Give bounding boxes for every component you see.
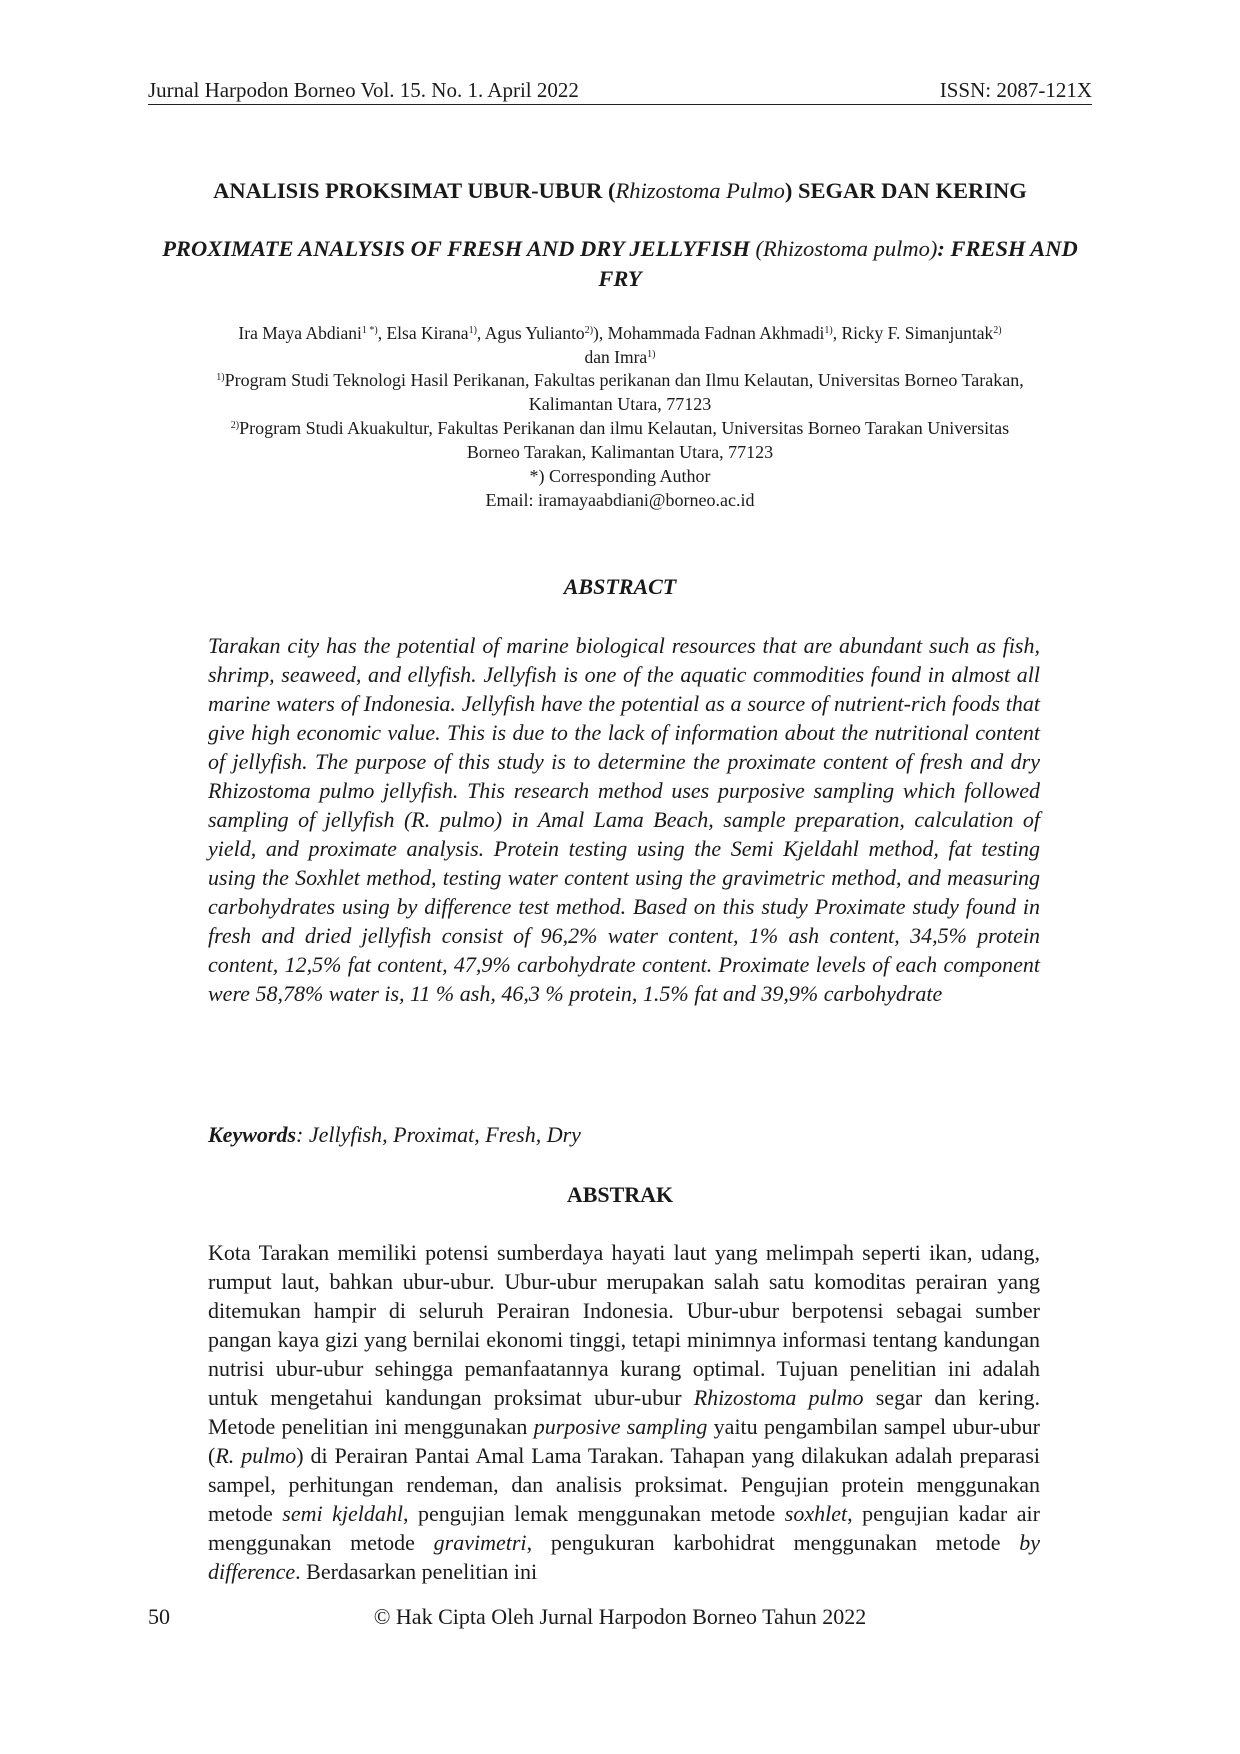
keywords-label: Keywords: [208, 1122, 296, 1147]
affiliation-1: $^{1)}$Program Studi Teknologi Hasil Perikanan, Fakultas perikanan dan Ilmu Kelautan, Universitas Borneo Tarakan, Kalimantan Utara, 77123: [216, 370, 1024, 414]
paper-title: ANALISIS PROKSIMAT UBUR-UBUR (Rhizostoma Pulmo) SEGAR DAN KERING: [213, 178, 1027, 203]
author-email: Email: iramayaabdiani@borneo.ac.id: [485, 490, 755, 510]
running-header: [148, 76, 1092, 105]
page-number: 50: [148, 1604, 170, 1629]
abstract-text: Tarakan city has the potential of marine biological resources that are abundant such as fish, shrimp, seaweed, and ellyfish. Jellyfish is one of the aquatic commodities found in almost all marine waters of Indonesia. Jellyfish have the potential as a source of nutrient-rich foods that give high economic value. This is due to the lack of information about the nutritional content of jellyfish. The purpose of this study is to determine the proximate content of fresh and dry Rhizostoma pulmo jellyfish. This research method uses purposive sampling which followed sampling of jellyfish (R. pulmo) in Amal Lama Beach, sample preparation, calculation of yield, and proximate analysis. Protein testing using the Semi Kjeldahl method, fat testing using the Soxhlet method, testing water content using the gravimetric method, and measuring carbohydrates using by difference test method. Based on this study Proximate study found in fresh and dried jellyfish consist of 96,2% water content, 1% ash content, 34,5% protein content, 12,5% fat content, 47,9% carbohydrate content. Proximate levels of each component were 58,78% water is, 11 % ash, 46,3 % protein, 1.5% fat and 39,9% carbohydrate: [208, 633, 1040, 1006]
issn: ISSN: 2087-121X: [939, 78, 1092, 102]
abstrak-heading: ABSTRAK: [566, 1182, 674, 1207]
copyright-notice: © Hak Cipta Oleh Jurnal Harpodon Borneo Tahun 2022: [373, 1604, 867, 1629]
paper-subtitle: PROXIMATE ANALYSIS OF FRESH AND DRY JELLYFISH (Rhizostoma pulmo): FRESH AND FRY: [162, 236, 1078, 291]
author-list: Ira Maya Abdiani$^{1 *)}$, Elsa Kirana$^{1)}$, Agus Yulianto$^{2)}$), Mohammada Fadnan Akhmadi$^{1)}$, Ricky F. Simanjuntak$^{2)}$ dan Imra$^{1)}$: [238, 323, 1002, 367]
journal-info: Jurnal Harpodon Borneo Vol. 15. No. 1. April 2022: [148, 78, 579, 102]
page-footer: [148, 1604, 1092, 1634]
abstract-heading: ABSTRACT: [563, 574, 677, 599]
corresponding-author: *) Corresponding Author: [529, 466, 711, 486]
subtitle-species: (Rhizostoma pulmo): [755, 236, 938, 261]
abstrak-text: Kota Tarakan memiliki potensi sumberdaya hayati laut yang melimpah seperti ikan, udang, rumput laut, bahkan ubur-ubur. Ubur-ubur merupakan salah satu komoditas perairan yang ditemukan hampir di seluruh Perairan Indonesia. Ubur-ubur berpotensi sebagai sumber pangan kaya gizi yang bernilai ekonomi tinggi, tetapi minimnya informasi tentang kandungan nutrisi ubur-ubur sehingga pemanfaatannya kurang optimal. Tujuan penelitian ini adalah untuk mengetahui kandungan proksimat ubur-ubur Rhizostoma pulmo segar dan kering. Metode penelitian ini menggunakan purposive sampling yaitu pengambilan sampel ubur-ubur (R. pulmo) di Perairan Pantai Amal Lama Tarakan. Tahapan yang dilakukan adalah preparasi sampel, perhitungan rendeman, dan analisis proksimat. Pengujian protein menggunakan metode semi kjeldahl, pengujian lemak menggunakan metode soxhlet, pengujian kadar air menggunakan metode gravimetri, pengukuran karbohidrat menggunakan metode by difference. Berdasarkan penelitian ini: [208, 1240, 1040, 1584]
title-species: Rhizostoma Pulmo: [615, 178, 785, 203]
keywords: Keywords: Jellyfish, Proximat, Fresh, Dry: [208, 1122, 581, 1147]
affiliation-2: $^{2)}$Program Studi Akuakultur, Fakultas Perikanan dan ilmu Kelautan, Universitas Borneo Tarakan Universitas Borneo Tarakan, Kalimantan Utara, 77123 *) Corresponding Author Email: iramayaabdiani@borneo.ac.id: [230, 418, 1010, 510]
